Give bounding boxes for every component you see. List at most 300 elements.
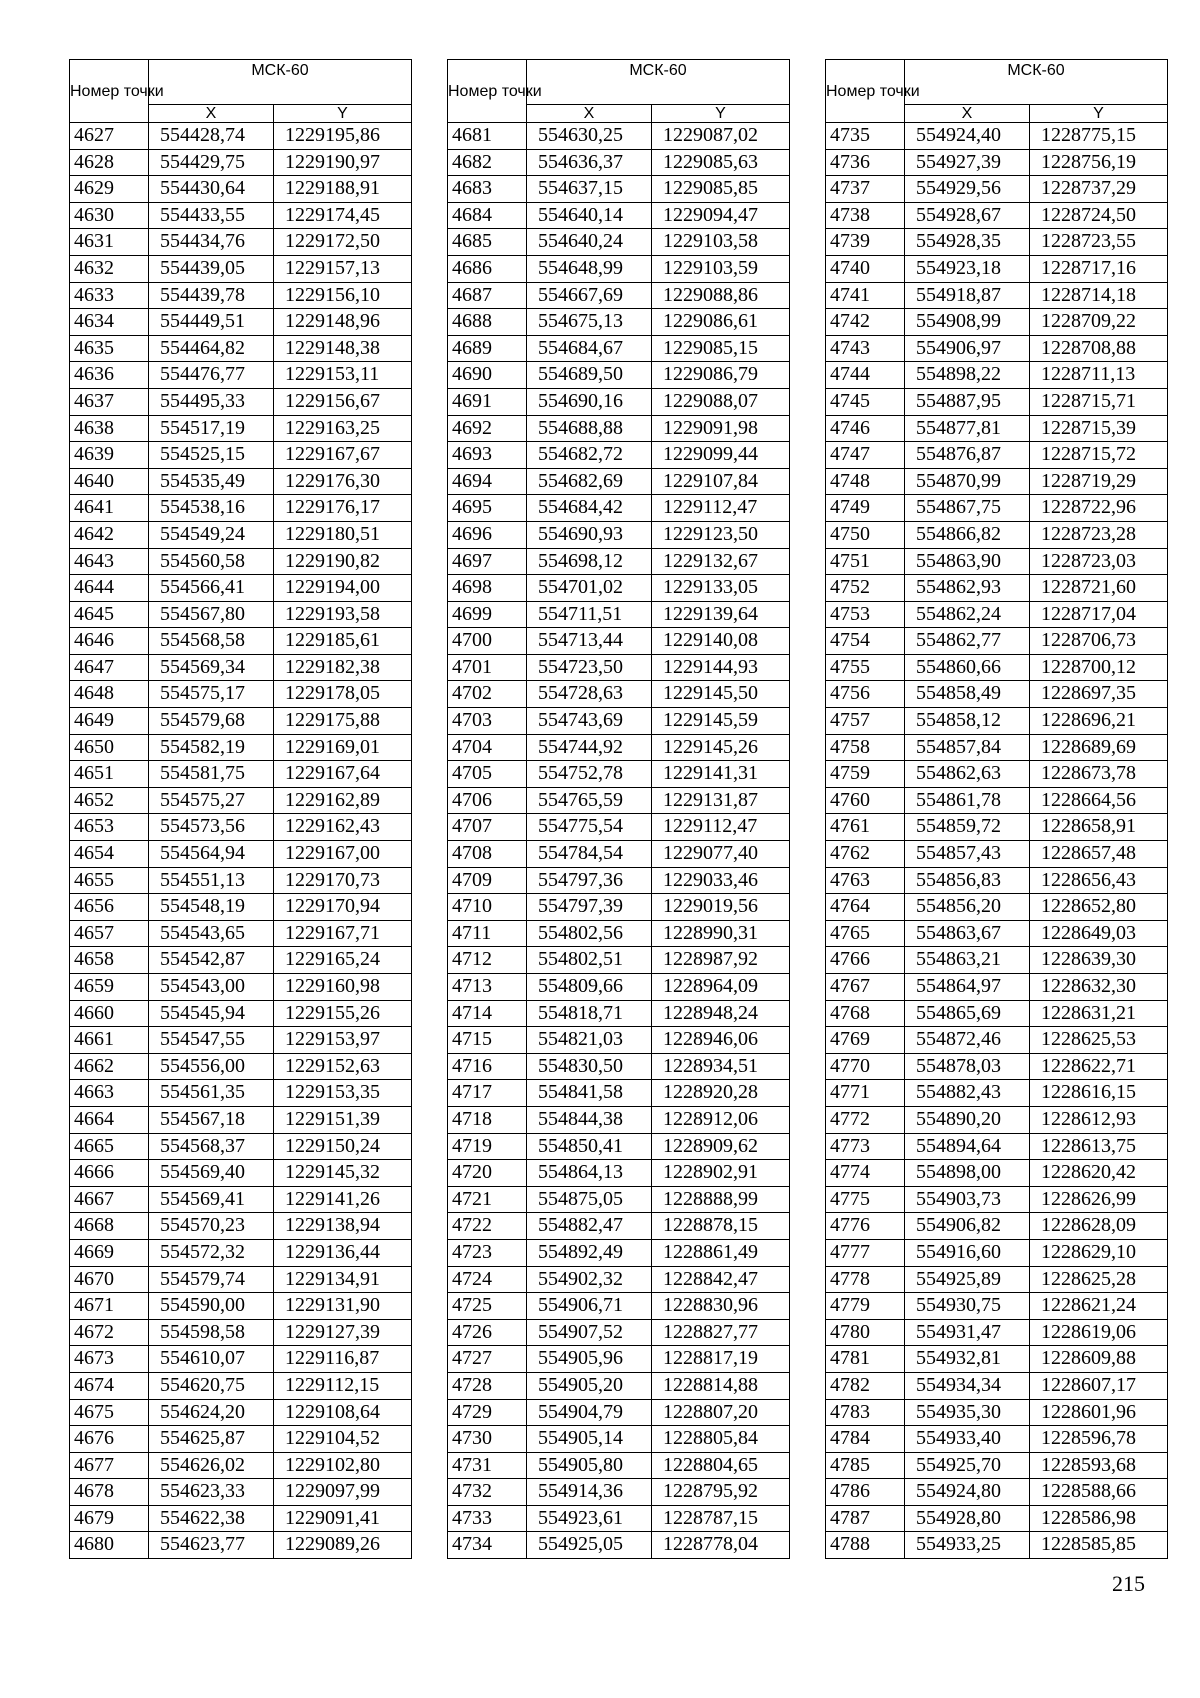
table-row [826,761,1168,788]
point-number-cell: 4666 [70,1160,149,1187]
y-cell: 1229151,39 [274,1106,412,1133]
x-cell: 554905,80 [527,1452,652,1479]
y-cell: 1229089,26 [274,1532,412,1559]
table-row [448,149,790,176]
table-row [70,388,412,415]
point-number-cell: 4635 [70,335,149,362]
table-row [448,1053,790,1080]
x-cell: 554923,18 [905,255,1030,282]
x-cell: 554865,69 [905,1000,1030,1027]
x-cell: 554863,67 [905,920,1030,947]
y-cell: 1228639,30 [1030,947,1168,974]
y-cell: 1229163,25 [274,415,412,442]
point-number-cell: 4686 [448,255,527,282]
x-cell: 554648,99 [527,255,652,282]
table-row [70,1293,412,1320]
x-cell: 554802,51 [527,947,652,974]
table-row [70,149,412,176]
table-row [826,495,1168,522]
x-cell: 554894,64 [905,1133,1030,1160]
y-cell: 1228620,42 [1030,1160,1168,1187]
x-cell: 554430,64 [149,176,274,203]
x-cell: 554797,39 [527,894,652,921]
y-cell: 1229108,64 [274,1399,412,1426]
table-row [448,708,790,735]
x-cell: 554581,75 [149,761,274,788]
table-row [826,947,1168,974]
y-cell: 1228621,24 [1030,1293,1168,1320]
point-number-cell: 4650 [70,734,149,761]
table-row [70,1213,412,1240]
point-number-cell: 4743 [826,335,905,362]
y-cell: 1229033,46 [652,867,790,894]
y-cell: 1228609,88 [1030,1346,1168,1373]
x-cell: 554765,59 [527,787,652,814]
point-number-cell: 4630 [70,202,149,229]
y-cell: 1228588,66 [1030,1479,1168,1506]
y-cell: 1228842,47 [652,1266,790,1293]
table-row [70,814,412,841]
x-cell: 554887,95 [905,388,1030,415]
x-cell: 554538,16 [149,495,274,522]
table-row [70,1532,412,1559]
table-row [70,1239,412,1266]
x-cell: 554914,36 [527,1479,652,1506]
x-cell: 554898,00 [905,1160,1030,1187]
point-number-cell: 4754 [826,628,905,655]
point-number-cell: 4736 [826,149,905,176]
y-cell: 1228909,62 [652,1133,790,1160]
table-row [70,974,412,1001]
point-number-cell: 4749 [826,495,905,522]
y-cell: 1228697,35 [1030,681,1168,708]
x-cell: 554905,96 [527,1346,652,1373]
table-row [448,1319,790,1346]
table-row [448,628,790,655]
x-cell: 554906,97 [905,335,1030,362]
table-row [826,388,1168,415]
y-cell: 1229107,84 [652,468,790,495]
point-number-cell: 4777 [826,1239,905,1266]
x-cell: 554464,82 [149,335,274,362]
table-row [448,761,790,788]
y-cell: 1229136,44 [274,1239,412,1266]
table-row [826,575,1168,602]
table-row [826,708,1168,735]
point-number-cell: 4646 [70,628,149,655]
table-row [826,1160,1168,1187]
point-number-cell: 4757 [826,708,905,735]
point-number-cell: 4702 [448,681,527,708]
table-row [70,1505,412,1532]
y-cell: 1229176,30 [274,468,412,495]
y-cell: 1228629,10 [1030,1239,1168,1266]
point-number-cell: 4670 [70,1266,149,1293]
y-cell: 1228920,28 [652,1080,790,1107]
point-number-cell: 4689 [448,335,527,362]
y-cell: 1228657,48 [1030,841,1168,868]
table-row [70,1372,412,1399]
table-row [826,1186,1168,1213]
y-cell: 1228990,31 [652,920,790,947]
x-cell: 554878,03 [905,1053,1030,1080]
point-number-cell: 4680 [70,1532,149,1559]
y-cell: 1229155,26 [274,1000,412,1027]
x-cell: 554908,99 [905,309,1030,336]
table-row [70,282,412,309]
x-cell: 554684,42 [527,495,652,522]
point-number-cell: 4774 [826,1160,905,1187]
point-number-cell: 4684 [448,202,527,229]
header-y: Y [652,105,790,123]
y-cell: 1228689,69 [1030,734,1168,761]
table-row [70,894,412,921]
x-cell: 554933,40 [905,1426,1030,1453]
y-cell: 1229162,43 [274,814,412,841]
coordinates-table-3 [825,59,1168,1559]
x-cell: 554433,55 [149,202,274,229]
y-cell: 1228622,71 [1030,1053,1168,1080]
x-cell: 554623,77 [149,1532,274,1559]
y-cell: 1228626,99 [1030,1186,1168,1213]
y-cell: 1229185,61 [274,628,412,655]
table-row [448,1133,790,1160]
table-row [826,468,1168,495]
table-row [826,229,1168,256]
point-number-cell: 4653 [70,814,149,841]
header-crs: МСК-60 [149,60,412,105]
point-number-cell: 4664 [70,1106,149,1133]
x-cell: 554684,67 [527,335,652,362]
point-number-cell: 4788 [826,1532,905,1559]
table-row [70,176,412,203]
x-cell: 554905,20 [527,1372,652,1399]
point-number-cell: 4739 [826,229,905,256]
x-cell: 554551,13 [149,867,274,894]
x-cell: 554566,41 [149,575,274,602]
x-cell: 554543,00 [149,974,274,1001]
point-number-cell: 4715 [448,1027,527,1054]
table-row [448,1027,790,1054]
x-cell: 554556,00 [149,1053,274,1080]
y-cell: 1228827,77 [652,1319,790,1346]
x-cell: 554918,87 [905,282,1030,309]
table-row [826,814,1168,841]
y-cell: 1228586,98 [1030,1505,1168,1532]
header-crs: МСК-60 [905,60,1168,105]
point-number-cell: 4773 [826,1133,905,1160]
x-cell: 554667,69 [527,282,652,309]
y-cell: 1228673,78 [1030,761,1168,788]
point-number-cell: 4679 [70,1505,149,1532]
table-row [448,521,790,548]
y-cell: 1228902,91 [652,1160,790,1187]
y-cell: 1229188,91 [274,176,412,203]
y-cell: 1229091,98 [652,415,790,442]
table-row [826,867,1168,894]
point-number-cell: 4640 [70,468,149,495]
header-x: X [527,105,652,123]
y-cell: 1229167,00 [274,841,412,868]
x-cell: 554567,18 [149,1106,274,1133]
point-number-cell: 4649 [70,708,149,735]
x-cell: 554517,19 [149,415,274,442]
table-row [448,1213,790,1240]
table-row [826,149,1168,176]
table-row [448,1160,790,1187]
y-cell: 1228830,96 [652,1293,790,1320]
table-row [448,548,790,575]
y-cell: 1228723,03 [1030,548,1168,575]
y-cell: 1229170,73 [274,867,412,894]
table-row [826,920,1168,947]
x-cell: 554876,87 [905,442,1030,469]
y-cell: 1229019,56 [652,894,790,921]
y-cell: 1228964,09 [652,974,790,1001]
table-row [70,947,412,974]
y-cell: 1228795,92 [652,1479,790,1506]
point-number-cell: 4744 [826,362,905,389]
point-number-cell: 4690 [448,362,527,389]
point-number-cell: 4707 [448,814,527,841]
point-number-cell: 4716 [448,1053,527,1080]
x-cell: 554689,50 [527,362,652,389]
point-number-cell: 4688 [448,309,527,336]
x-cell: 554872,46 [905,1027,1030,1054]
header-point-number: Номер точки [826,60,905,123]
x-cell: 554626,02 [149,1452,274,1479]
x-cell: 554898,22 [905,362,1030,389]
point-number-cell: 4767 [826,974,905,1001]
x-cell: 554928,35 [905,229,1030,256]
table-row [70,761,412,788]
point-number-cell: 4751 [826,548,905,575]
point-number-cell: 4738 [826,202,905,229]
coordinates-table-1 [69,59,412,1559]
header-y: Y [1030,105,1168,123]
y-cell: 1228656,43 [1030,867,1168,894]
point-number-cell: 4647 [70,654,149,681]
y-cell: 1229132,67 [652,548,790,575]
x-cell: 554864,97 [905,974,1030,1001]
y-cell: 1228625,28 [1030,1266,1168,1293]
x-cell: 554860,66 [905,654,1030,681]
y-cell: 1228878,15 [652,1213,790,1240]
x-cell: 554567,80 [149,601,274,628]
x-cell: 554579,74 [149,1266,274,1293]
x-cell: 554890,20 [905,1106,1030,1133]
point-number-cell: 4656 [70,894,149,921]
x-cell: 554598,58 [149,1319,274,1346]
point-number-cell: 4750 [826,521,905,548]
point-number-cell: 4642 [70,521,149,548]
point-number-cell: 4681 [448,123,527,150]
x-cell: 554931,47 [905,1319,1030,1346]
y-cell: 1229175,88 [274,708,412,735]
x-cell: 554784,54 [527,841,652,868]
table-row [448,255,790,282]
x-cell: 554625,87 [149,1426,274,1453]
point-number-cell: 4765 [826,920,905,947]
y-cell: 1228711,13 [1030,362,1168,389]
y-cell: 1229145,59 [652,708,790,735]
y-cell: 1228664,56 [1030,787,1168,814]
x-cell: 554856,83 [905,867,1030,894]
y-cell: 1228719,29 [1030,468,1168,495]
point-number-cell: 4778 [826,1266,905,1293]
x-cell: 554864,13 [527,1160,652,1187]
y-cell: 1229190,82 [274,548,412,575]
y-cell: 1229156,67 [274,388,412,415]
y-cell: 1228715,72 [1030,442,1168,469]
table-row [70,1000,412,1027]
y-cell: 1228585,85 [1030,1532,1168,1559]
y-cell: 1229153,35 [274,1080,412,1107]
table-row [448,654,790,681]
y-cell: 1229088,07 [652,388,790,415]
y-cell: 1228861,49 [652,1239,790,1266]
table-row [826,415,1168,442]
table-row [826,255,1168,282]
point-number-cell: 4668 [70,1213,149,1240]
x-cell: 554866,82 [905,521,1030,548]
point-number-cell: 4786 [826,1479,905,1506]
table-row [448,1372,790,1399]
y-cell: 1228612,93 [1030,1106,1168,1133]
point-number-cell: 4663 [70,1080,149,1107]
x-cell: 554892,49 [527,1239,652,1266]
x-cell: 554688,88 [527,415,652,442]
point-number-cell: 4696 [448,521,527,548]
table-row [448,974,790,1001]
y-cell: 1229193,58 [274,601,412,628]
x-cell: 554701,02 [527,575,652,602]
x-cell: 554620,75 [149,1372,274,1399]
y-cell: 1229174,45 [274,202,412,229]
y-cell: 1229178,05 [274,681,412,708]
table-row [826,894,1168,921]
x-cell: 554856,20 [905,894,1030,921]
point-number-cell: 4785 [826,1452,905,1479]
x-cell: 554637,15 [527,176,652,203]
point-number-cell: 4781 [826,1346,905,1373]
x-cell: 554640,24 [527,229,652,256]
table-row [448,601,790,628]
point-number-cell: 4632 [70,255,149,282]
y-cell: 1229112,47 [652,814,790,841]
point-number-cell: 4636 [70,362,149,389]
x-cell: 554610,07 [149,1346,274,1373]
table-row [826,1293,1168,1320]
table-row [70,1053,412,1080]
table-row [448,1293,790,1320]
point-number-cell: 4755 [826,654,905,681]
point-number-cell: 4675 [70,1399,149,1426]
x-cell: 554902,32 [527,1266,652,1293]
point-number-cell: 4710 [448,894,527,921]
x-cell: 554547,55 [149,1027,274,1054]
x-cell: 554929,56 [905,176,1030,203]
table-row [826,1080,1168,1107]
x-cell: 554906,82 [905,1213,1030,1240]
x-cell: 554858,49 [905,681,1030,708]
x-cell: 554870,99 [905,468,1030,495]
y-cell: 1229088,86 [652,282,790,309]
point-number-cell: 4677 [70,1452,149,1479]
y-cell: 1229180,51 [274,521,412,548]
point-number-cell: 4730 [448,1426,527,1453]
point-number-cell: 4762 [826,841,905,868]
point-number-cell: 4639 [70,442,149,469]
table-row [448,1346,790,1373]
x-cell: 554560,58 [149,548,274,575]
table-row [448,415,790,442]
y-cell: 1228778,04 [652,1532,790,1559]
y-cell: 1228946,06 [652,1027,790,1054]
table-row [826,1266,1168,1293]
y-cell: 1228596,78 [1030,1426,1168,1453]
page-number: 215 [1112,1571,1145,1596]
x-cell: 554723,50 [527,654,652,681]
table-row [70,787,412,814]
table-row [70,601,412,628]
y-cell: 1229140,08 [652,628,790,655]
point-number-cell: 4772 [826,1106,905,1133]
table-row [826,202,1168,229]
point-number-cell: 4627 [70,123,149,150]
point-number-cell: 4651 [70,761,149,788]
x-cell: 554858,12 [905,708,1030,735]
point-number-cell: 4631 [70,229,149,256]
table-row [70,575,412,602]
y-cell: 1229131,87 [652,787,790,814]
y-cell: 1229145,32 [274,1160,412,1187]
y-cell: 1228888,99 [652,1186,790,1213]
y-cell: 1229123,50 [652,521,790,548]
table-row [826,442,1168,469]
x-cell: 554916,60 [905,1239,1030,1266]
x-cell: 554841,58 [527,1080,652,1107]
x-cell: 554579,68 [149,708,274,735]
table-row [70,1479,412,1506]
point-number-cell: 4763 [826,867,905,894]
table-row [448,814,790,841]
header-x: X [149,105,274,123]
point-number-cell: 4660 [70,1000,149,1027]
point-number-cell: 4714 [448,1000,527,1027]
table-row [70,734,412,761]
x-cell: 554623,33 [149,1479,274,1506]
x-cell: 554569,41 [149,1186,274,1213]
y-cell: 1229190,97 [274,149,412,176]
table-row [826,628,1168,655]
y-cell: 1228912,06 [652,1106,790,1133]
point-number-cell: 4671 [70,1293,149,1320]
point-number-cell: 4641 [70,495,149,522]
point-number-cell: 4698 [448,575,527,602]
table-row [448,1426,790,1453]
x-cell: 554568,37 [149,1133,274,1160]
x-cell: 554542,87 [149,947,274,974]
table-row [70,415,412,442]
x-cell: 554859,72 [905,814,1030,841]
point-number-cell: 4776 [826,1213,905,1240]
point-number-cell: 4717 [448,1080,527,1107]
y-cell: 1229152,63 [274,1053,412,1080]
point-number-cell: 4745 [826,388,905,415]
point-number-cell: 4756 [826,681,905,708]
point-number-cell: 4682 [448,149,527,176]
